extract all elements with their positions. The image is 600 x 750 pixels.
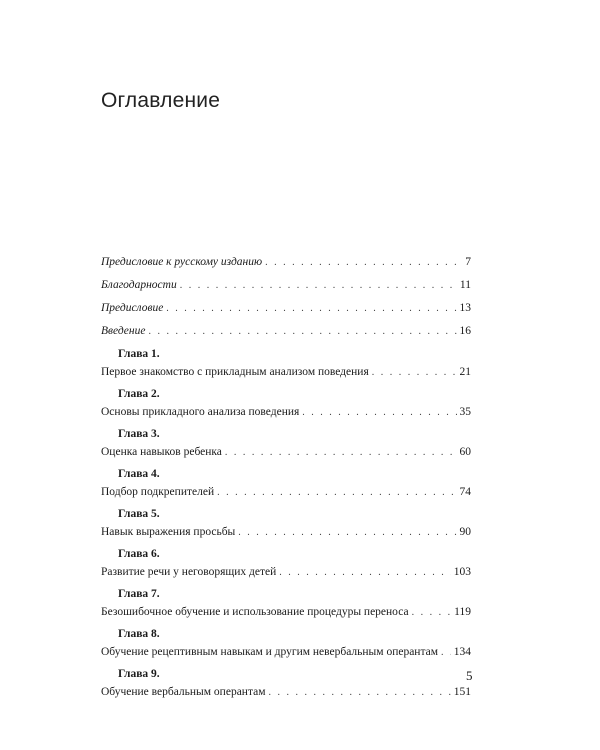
toc-entry-page: 7 xyxy=(465,256,471,268)
toc-entry-page: 151 xyxy=(453,686,471,698)
toc-entry xyxy=(101,405,471,420)
table-of-contents xyxy=(101,255,471,707)
toc-entry-title: Навык выражения просьбы xyxy=(101,526,236,538)
toc-entry-title: Обучение вербальным оперантам xyxy=(101,686,266,698)
toc-entry-title: Развитие речи у неговорящих детей xyxy=(101,566,277,578)
dot-leader xyxy=(217,486,456,500)
toc-entry-page: 74 xyxy=(459,486,471,498)
toc-chapter xyxy=(101,387,471,420)
dot-leader xyxy=(265,256,462,270)
toc-entry-title: Предисловие xyxy=(101,302,164,314)
toc-entry xyxy=(101,445,471,460)
toc-chapter xyxy=(101,587,471,620)
chapter-label: Глава 8. xyxy=(118,628,160,640)
toc-entry-title: Подбор подкрепителей xyxy=(101,486,215,498)
toc-entry-title: Введение xyxy=(101,325,146,337)
dot-leader xyxy=(372,366,457,380)
chapter-label: Глава 5. xyxy=(118,508,160,520)
toc-entry-title: Безошибочное обучение и использование процедуры переноса xyxy=(101,606,409,618)
toc-entry xyxy=(101,605,471,620)
toc-chapter xyxy=(101,467,471,500)
chapter-label: Глава 1. xyxy=(118,348,160,360)
toc-entry-page: 16 xyxy=(459,325,471,337)
toc-entry-title: Основы прикладного анализа поведения xyxy=(101,406,300,418)
toc-entry-page: 119 xyxy=(454,606,471,618)
chapter-label: Глава 4. xyxy=(118,468,160,480)
chapter-label: Глава 2. xyxy=(118,388,160,400)
dot-leader xyxy=(180,279,457,293)
toc-entry xyxy=(101,685,471,700)
toc-chapter xyxy=(101,507,471,540)
toc-entry-page: 13 xyxy=(459,302,471,314)
toc-entry-page: 103 xyxy=(453,566,471,578)
toc-entry xyxy=(101,255,471,270)
dot-leader xyxy=(412,606,452,620)
chapter-label: Глава 9. xyxy=(118,668,160,680)
toc-entry-title: Обучение рецептивным навыкам и другим невербальным оперантам xyxy=(101,646,439,658)
toc-chapter xyxy=(101,667,471,700)
toc-chapter xyxy=(101,627,471,660)
dot-leader xyxy=(441,646,451,660)
toc-entry-page: 134 xyxy=(453,646,471,658)
dot-leader xyxy=(148,325,456,339)
dot-leader xyxy=(166,302,456,316)
toc-chapter xyxy=(101,427,471,460)
toc-entry xyxy=(101,324,471,339)
page-title: Оглавление xyxy=(101,89,221,112)
dot-leader xyxy=(269,686,451,700)
toc-entry-title: Благодарности xyxy=(101,279,177,291)
toc-entry-page: 11 xyxy=(459,279,471,291)
toc-entry xyxy=(101,278,471,293)
toc-entry xyxy=(101,525,471,540)
dot-leader xyxy=(238,526,456,540)
page-number: 5 xyxy=(466,668,473,683)
toc-entry-page: 21 xyxy=(459,366,471,378)
chapter-label: Глава 3. xyxy=(118,428,160,440)
toc-entry-title: Оценка навыков ребенка xyxy=(101,446,222,458)
toc-entry xyxy=(101,365,471,380)
toc-entry-page: 60 xyxy=(459,446,471,458)
toc-entry xyxy=(101,485,471,500)
toc-entry xyxy=(101,565,471,580)
dot-leader xyxy=(302,406,456,420)
toc-chapter xyxy=(101,547,471,580)
toc-entry xyxy=(101,301,471,316)
toc-entry xyxy=(101,645,471,660)
toc-entry-page: 35 xyxy=(459,406,471,418)
chapter-label: Глава 7. xyxy=(118,588,160,600)
dot-leader xyxy=(279,566,451,580)
chapter-label: Глава 6. xyxy=(118,548,160,560)
dot-leader xyxy=(225,446,457,460)
toc-entry-title: Первое знакомство с прикладным анализом поведения xyxy=(101,366,369,378)
toc-entry-page: 90 xyxy=(459,526,471,538)
toc-chapter xyxy=(101,347,471,380)
toc-entry-title: Предисловие к русскому изданию xyxy=(101,256,263,268)
